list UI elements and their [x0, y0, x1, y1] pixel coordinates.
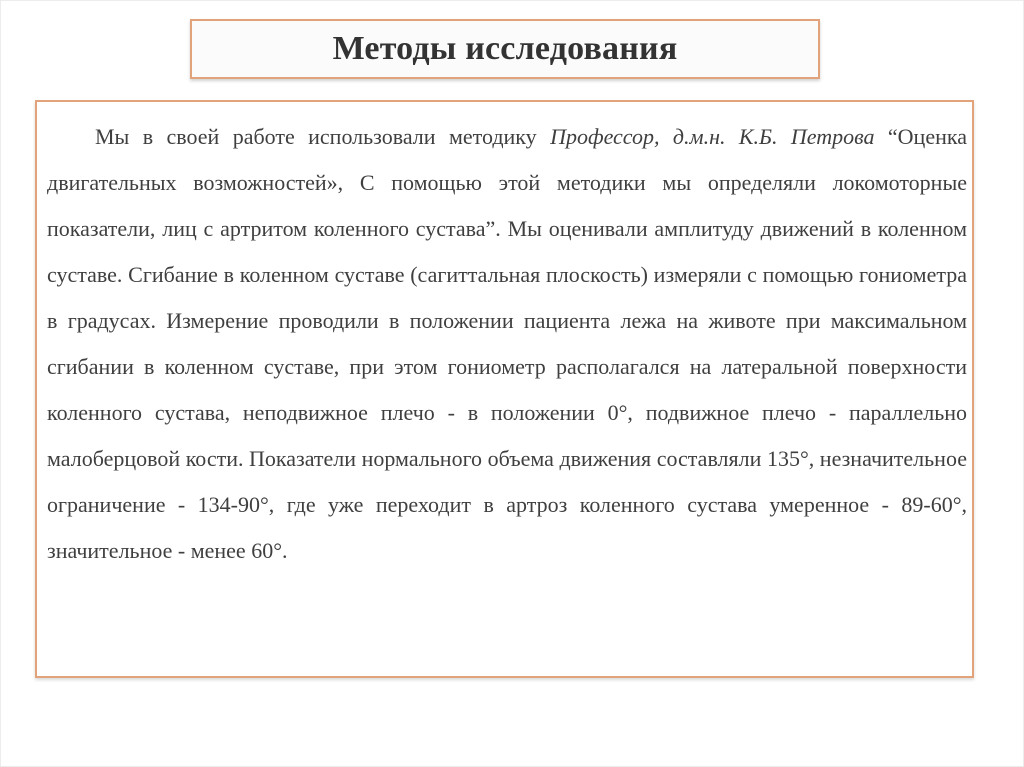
- paragraph-body: “Оценка двигательных возможностей», С помощью этой методики мы определяли локомоторные показатели, лиц с артритом коленного сустава”. Мы оценивали амплитуду движений в коленном суставе. Сгибание в коленном суставе (сагиттальная плоскость) измеряли с помощью гониометра в градусах. Измерение проводили в положении пациента лежа на животе при максимальном сгибании в коленном суставе, при этом гониометр располагался на латеральной поверхности коленного сустава, неподвижное плечо - в положении 0°, подвижное плечо - параллельно малоберцовой кости. Показатели нормального объема движения составляли 135°, незначительное ограничение - 134-90°, где уже переходит в артроз коленного сустава умеренное - 89-60°, значительное - менее 60°.: [47, 124, 967, 563]
- body-paragraph: [47, 114, 967, 574]
- content-box: [35, 100, 974, 678]
- paragraph-intro: Мы в своей работе использовали методику: [95, 124, 551, 149]
- paragraph-author: Профессор, д.м.н. К.Б. Петрова: [550, 124, 875, 149]
- slide-title: Методы исследования: [332, 30, 678, 67]
- title-box: [190, 19, 820, 79]
